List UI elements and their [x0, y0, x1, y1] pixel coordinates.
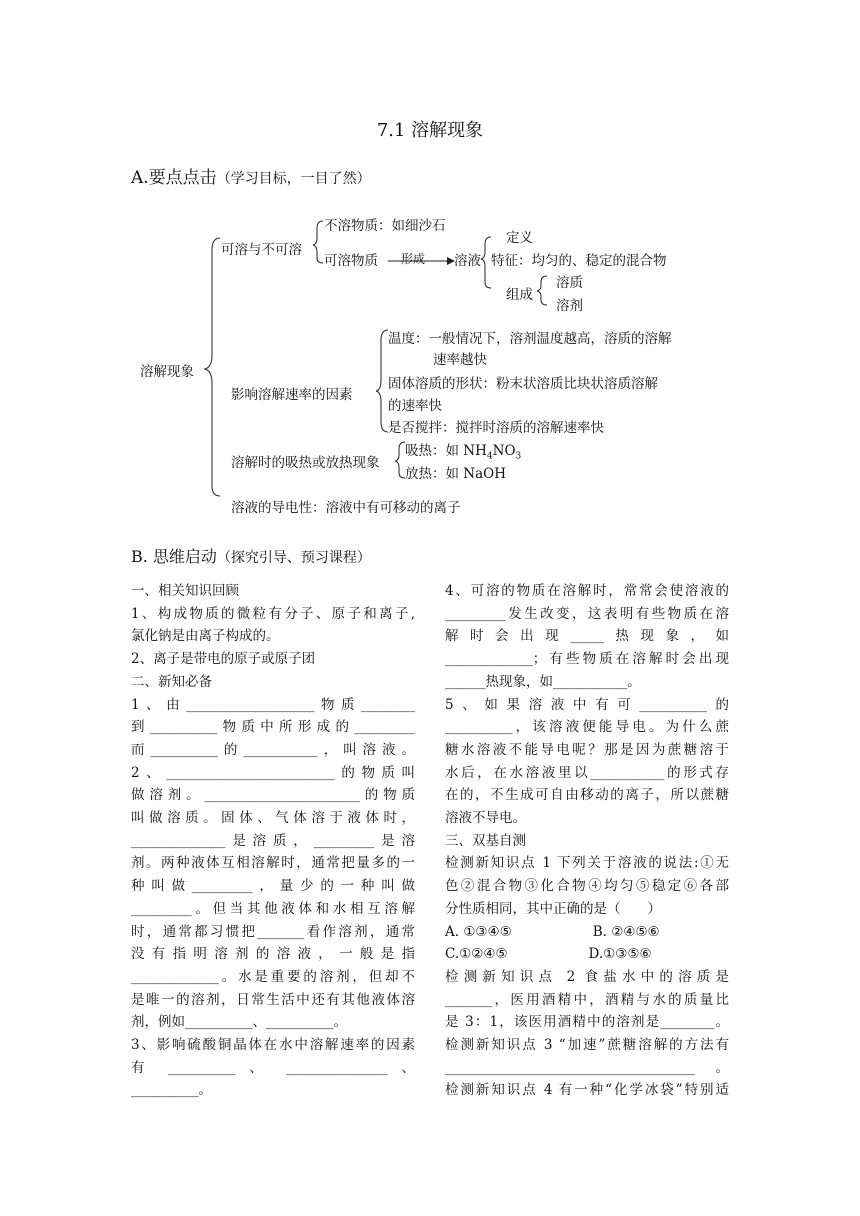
- right-line: 检测新知识点 2 食盐水中的溶质是: [445, 968, 729, 985]
- definition-label: 定义: [506, 230, 533, 246]
- insoluble-matter: 不溶物质：如细沙石: [324, 218, 446, 234]
- right-line: 糖水溶液不能导电呢？那是因为蔗糖溶于: [445, 741, 729, 758]
- right-line: 检测新知识点 1 下列关于溶液的说法:①无: [445, 855, 729, 872]
- section-b-heading: [131, 544, 371, 567]
- left-line: 而__________的___________，叫溶液。: [131, 741, 415, 758]
- right-line: 检测新知识点 3 “加速”蔗糖溶解的方法有: [445, 1037, 729, 1054]
- root-brace: [205, 238, 220, 496]
- branch-conductivity: 溶液的导电性：溶液中有可移动的离子: [231, 500, 461, 516]
- heat-release: 放热：如 NaOH: [405, 466, 506, 482]
- solution-label: 溶液: [454, 253, 481, 269]
- right-line: 分性质相同，其中正确的是（ ）: [445, 900, 661, 917]
- branch-heat: 溶解时的吸热或放热现象: [231, 455, 380, 471]
- left-line: 剂。两种液体互相溶解时，通常把量多的一: [131, 855, 415, 872]
- right-line: 水后，在水溶液里以___________的形式存: [445, 764, 729, 781]
- factor-temperature-cont: 速率越快: [433, 352, 487, 368]
- b2-brace: [376, 330, 388, 432]
- solution-brace: [481, 237, 491, 288]
- left-line: 时，通常都习惯把_______看作溶剂，通常: [131, 923, 415, 940]
- heat-absorb-mid: NO: [492, 443, 516, 459]
- heat-absorb-sub1: 4: [486, 451, 493, 462]
- right-line: _____________________________________。: [445, 1059, 729, 1076]
- right-line: 色②混合物③化合物④均匀⑤稳定⑥各部: [445, 878, 729, 895]
- section-a-subtitle: （学习目标，一目了然）: [216, 171, 371, 187]
- arrow-label: 形成: [401, 252, 426, 266]
- left-line: 1、由___________________物质________: [131, 696, 415, 713]
- right-line: C.①②④⑤ D.①③⑤⑥: [445, 946, 652, 963]
- right-line: 4、可溶的物质在溶解时，常常会使溶液的: [445, 583, 729, 599]
- left-line: _________。但当其他液体和水相互溶解: [131, 900, 415, 917]
- factor-shape: 固体溶质的形状：粉末状溶质比块状溶质溶解: [388, 376, 658, 392]
- right-line: A. ①③④⑤ B. ②④⑤⑥: [445, 923, 660, 940]
- right-line: _______，医用酒精中，酒精与水的质量比: [445, 991, 729, 1008]
- right-line: 溶液不导电。: [445, 810, 526, 827]
- left-line: 到__________物质中所形成的_________: [131, 719, 415, 736]
- left-line: ______________是溶质，_________是溶: [131, 832, 415, 849]
- section-b-subtitle: （探究引导、预习课程）: [216, 550, 371, 566]
- factor-stirring: 是否搅拌：搅拌时溶质的溶解速率快: [388, 420, 604, 436]
- b3-brace: [395, 442, 405, 478]
- left-line: 二、新知必备: [131, 673, 212, 690]
- right-line: 是 3：1，该医用酒精中的溶剂是________。: [445, 1014, 729, 1031]
- left-line: __________。: [131, 1082, 212, 1099]
- left-line: 2、离子是带电的原子或原子团: [131, 651, 316, 668]
- left-line: 叫做溶质。固体、气体溶于液体时，: [131, 810, 415, 827]
- heat-absorb-prefix: 吸热：如 NH: [405, 443, 487, 459]
- solvent-label: 溶剂: [556, 298, 583, 314]
- left-line: 种叫做_________，量少的一种叫做: [131, 878, 415, 895]
- section-a-title: A.要点点击: [131, 168, 217, 188]
- right-line: 三、双基自测: [445, 832, 526, 849]
- left-line: 是唯一的溶剂，日常生活中还有其他液体溶: [131, 991, 415, 1008]
- left-column: [131, 580, 415, 1102]
- left-line: _____________。水是重要的溶剂，但却不: [131, 968, 415, 985]
- left-line: 做溶剂。_______________________的物质: [131, 787, 415, 804]
- left-line: 1、构成物质的微粒有分子、原子和离子,: [131, 605, 415, 622]
- factor-shape-cont: 的速率快: [388, 398, 442, 414]
- heat-absorb: [405, 439, 521, 462]
- right-line: 检测新知识点 4 有一种“化学冰袋”特别适: [445, 1082, 729, 1099]
- solute-label: 溶质: [556, 275, 583, 291]
- heat-absorb-sub2: 3: [515, 451, 522, 462]
- left-line: 3、影响硫酸铜晶体在水中溶解速率的因素: [131, 1037, 415, 1054]
- factor-temperature: 温度：一般情况下，溶剂温度越高，溶质的溶解: [388, 331, 672, 347]
- left-line: 没有指明溶剂的溶液，一般是指: [131, 946, 415, 963]
- right-line: _____________；有些物质在溶解时会出现: [445, 651, 729, 668]
- composition-brace: [537, 276, 547, 305]
- page-title: 7.1 溶解现象: [376, 120, 484, 141]
- left-line: 剂，例如__________、__________。: [131, 1014, 347, 1031]
- right-column: [445, 580, 729, 1102]
- branch-rate-factors: 影响溶解速率的因素: [231, 387, 353, 403]
- right-line: 5、如果溶液中有可__________的: [445, 696, 729, 713]
- left-line: 氯化钠是由离子构成的。: [131, 628, 280, 645]
- right-line: _________发生改变，这表明有些物质在溶: [445, 605, 729, 622]
- feature-label: 特征：均匀的、稳定的混合物: [491, 253, 667, 269]
- b1-brace: [313, 221, 323, 263]
- right-line: ______热现象，如___________。: [445, 673, 641, 690]
- left-line: 2、_________________________的物质叫: [131, 764, 415, 781]
- right-line: 在的，不生成可自由移动的离子，所以蔗糖: [445, 787, 729, 804]
- branch-soluble: 可溶与不可溶: [221, 242, 302, 258]
- right-line: 解时会出现_____热现象，如: [445, 628, 729, 645]
- section-b-title: B. 思维启动: [131, 547, 217, 566]
- composition-label: 组成: [506, 287, 533, 303]
- right-line: __________，该溶液便能导电。为什么蔗: [445, 719, 729, 736]
- left-line: 一、相关知识回顾: [131, 583, 239, 599]
- left-line: 有 __________ 、 _______________ 、: [131, 1059, 415, 1076]
- mindmap-root: 溶解现象: [140, 364, 194, 380]
- soluble-matter: 可溶物质: [324, 253, 378, 269]
